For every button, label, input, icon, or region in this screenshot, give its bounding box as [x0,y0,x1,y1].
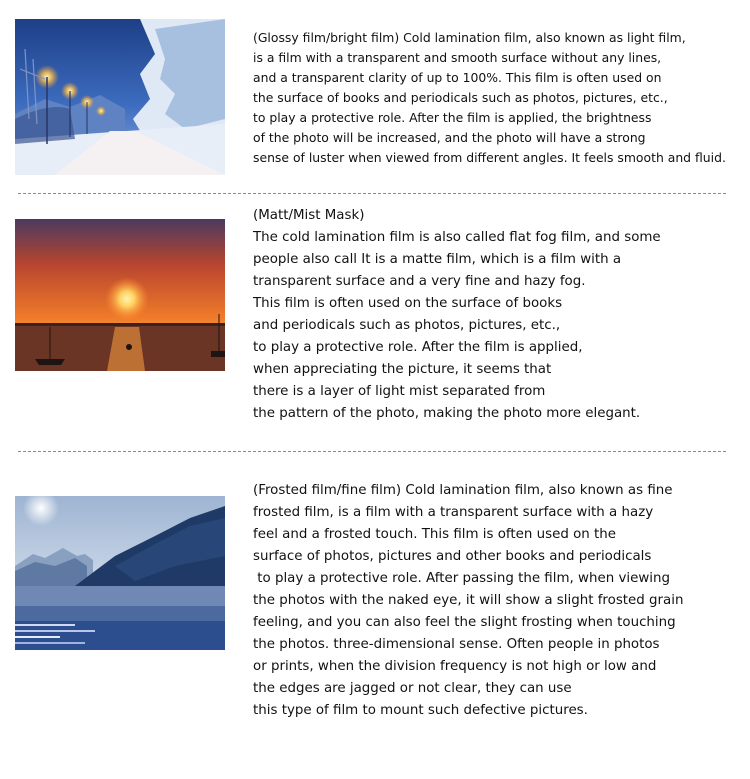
snowy-street-night-photo [15,19,225,175]
matt-line: when appreciating the picture, it seems that [253,362,552,377]
glossy-line: the surface of books and periodicals such as photos, pictures, etc., [253,90,668,105]
matt-line: there is a layer of light mist separated from [253,384,546,399]
matt-line: the pattern of the photo, making the photo more elegant. [253,406,641,421]
glossy-line: (Glossy film/bright film) Cold lamination film, also known as light film, [253,30,686,45]
sunset-sea-boats-photo [15,219,225,371]
matt-line: The cold lamination film is also called flat fog film, and some [253,230,661,245]
frosted-line: the photos. three-dimensional sense. Often people in photos [253,637,660,652]
glossy-film-description [253,28,726,168]
frosted-line: this type of film to mount such defective pictures. [253,703,588,718]
matt-film-description [253,205,661,425]
frosted-line: (Frosted film/fine film) Cold lamination film, also known as fine [253,483,673,498]
frosted-line: to play a protective role. After passing the film, when viewing [253,571,670,586]
matt-line: transparent surface and a very fine and hazy fog. [253,274,586,289]
mountain-lake-photo [15,496,225,650]
frosted-line: the edges are jagged or not clear, they can use [253,681,572,696]
glossy-line: is a film with a transparent and smooth surface without any lines, [253,50,662,65]
matt-line: (Matt/Mist Mask) [253,208,365,223]
frosted-line: feeling, and you can also feel the slight frosting when touching [253,615,676,630]
glossy-line: and a transparent clarity of up to 100%. This film is often used on [253,70,662,85]
glossy-line: of the photo will be increased, and the photo will have a strong [253,130,646,145]
frosted-line: surface of photos, pictures and other books and periodicals [253,549,652,564]
matt-line: This film is often used on the surface of books [253,296,563,311]
frosted-line: the photos with the naked eye, it will show a slight frosted grain [253,593,684,608]
frosted-line: or prints, when the division frequency is not high or low and [253,659,657,674]
matt-line: and periodicals such as photos, pictures, etc., [253,318,561,333]
matt-line: people also call It is a matte film, which is a film with a [253,252,622,267]
frosted-film-description [253,480,683,722]
section-divider [18,193,726,194]
glossy-line: to play a protective role. After the film is applied, the brightness [253,110,652,125]
frosted-line: feel and a frosted touch. This film is often used on the [253,527,617,542]
glossy-line: sense of luster when viewed from different angles. It feels smooth and fluid. [253,150,726,165]
matt-line: to play a protective role. After the film is applied, [253,340,583,355]
frosted-line: frosted film, is a film with a transparent surface with a hazy [253,505,654,520]
section-divider [18,451,726,452]
